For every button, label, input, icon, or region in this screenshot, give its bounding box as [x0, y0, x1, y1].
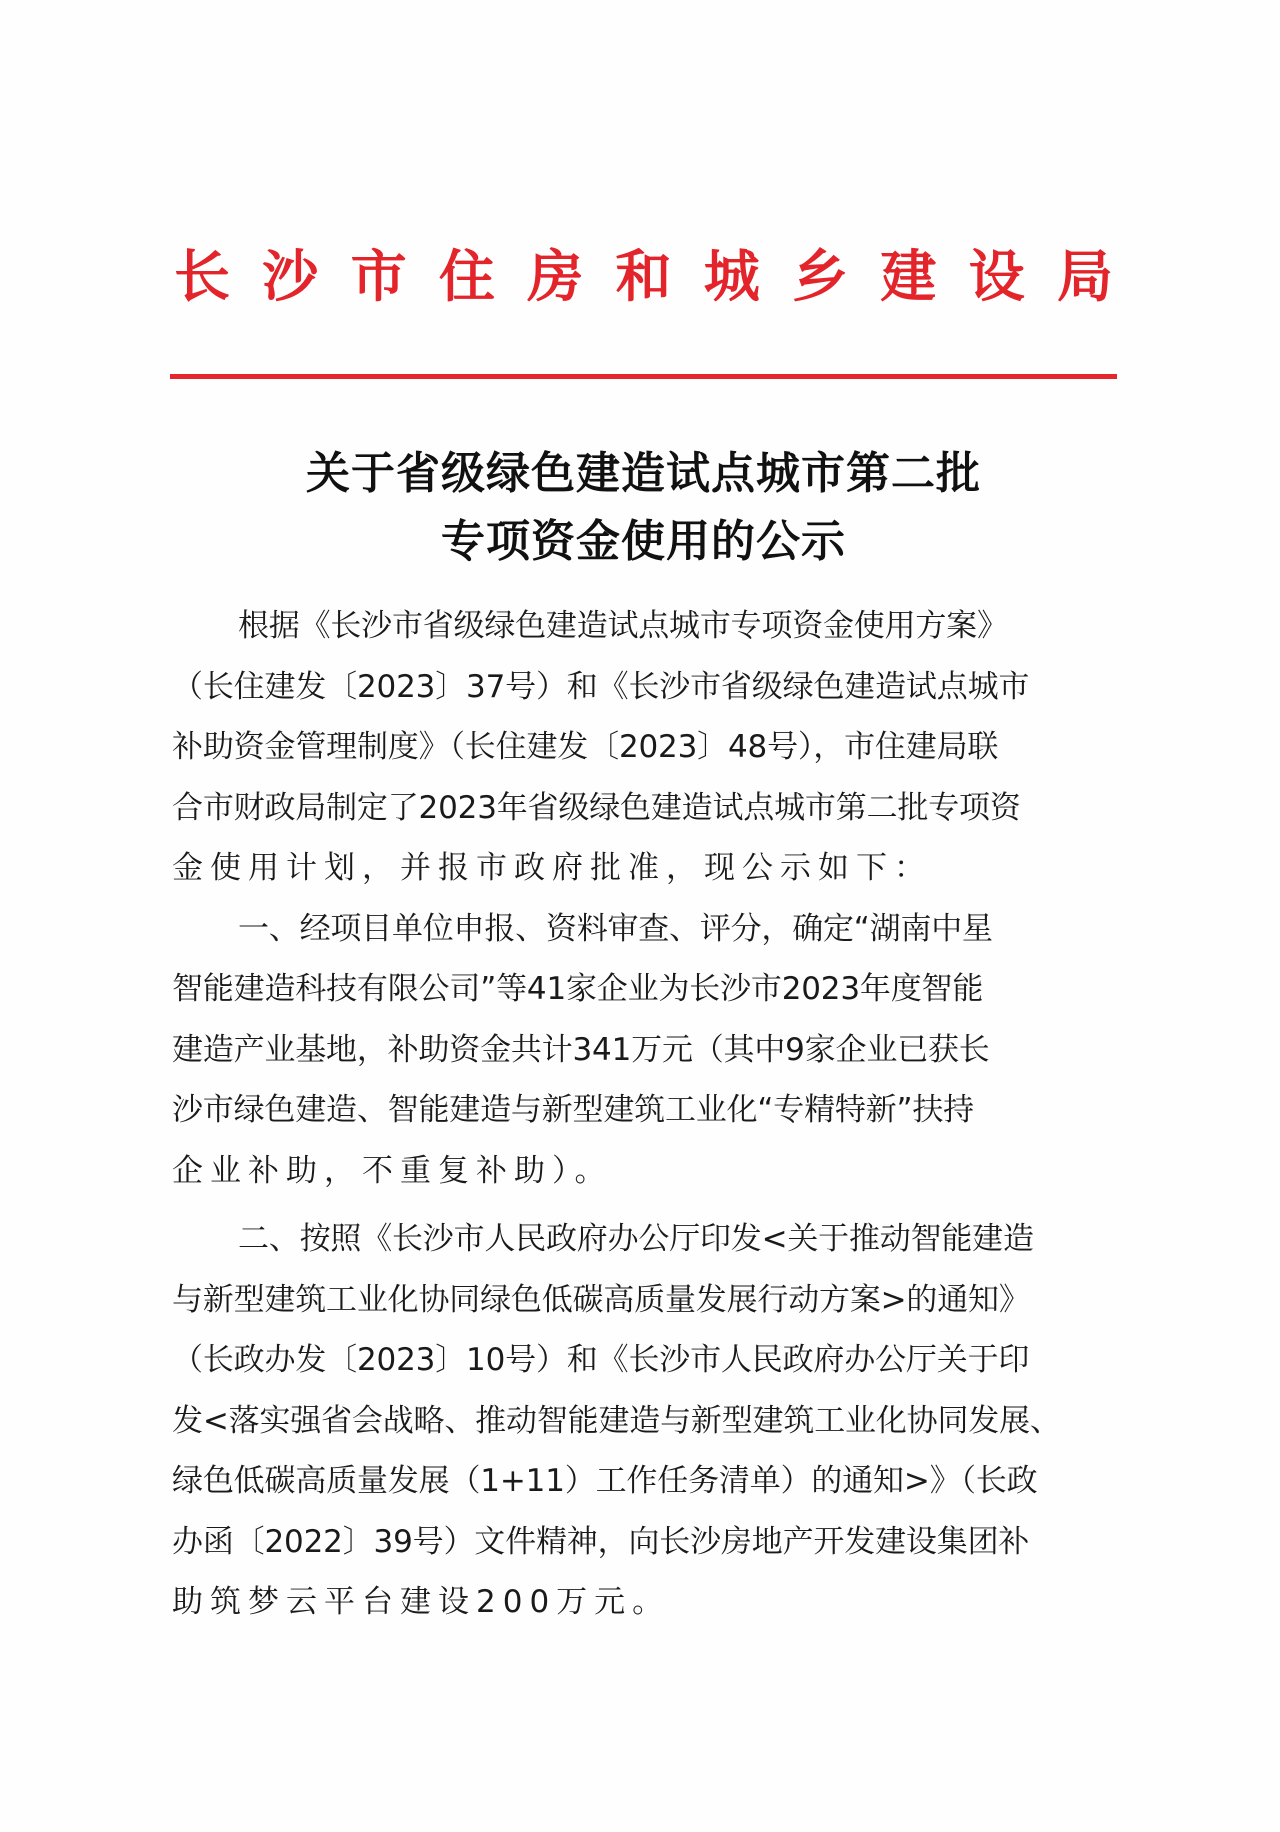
document-title-line-2: 专项资金使用的公示 [441, 516, 846, 567]
letterhead-char: 城 [703, 244, 760, 310]
letterhead-char: 市 [350, 244, 407, 310]
paragraph-item-1 [172, 899, 1122, 1202]
paragraph-spacer [172, 1201, 1122, 1209]
letterhead-char: 局 [1056, 244, 1113, 310]
body-line: 沙市绿色建造、智能建造与新型建筑工业化“专精特新”扶持 [172, 1092, 974, 1128]
body-line: 建造产业基地，补助资金共计341万元（其中9家企业已获长 [172, 1031, 990, 1068]
body-line: 绿色低碳高质量发展（1+11）工作任务清单）的通知>》（长政 [172, 1463, 1038, 1499]
letterhead-char: 乡 [792, 244, 849, 310]
paragraph-intro [172, 596, 1122, 899]
letterhead-char: 沙 [262, 244, 319, 310]
letterhead-red-rule [170, 374, 1117, 379]
body-line: 与新型建筑工业化协同绿色低碳高质量发展行动方案>的通知》 [172, 1281, 1030, 1318]
body-line: 金使用计划，并报市政府批准，现公示如下： [172, 850, 932, 886]
body-line: 企业补助，不重复补助）。 [172, 1152, 613, 1189]
body-line: 补助资金管理制度》（长住建发〔2023〕48号），市住建局联 [172, 729, 999, 765]
paragraph-item-2 [172, 1209, 1122, 1633]
body-line: 一、经项目单位申报、资料审查、评分，确定“湖南中星 [238, 910, 993, 947]
body-line: 办函〔2022〕39号）文件精神，向长沙房地产开发建设集团补 [172, 1523, 1030, 1560]
body-line: 智能建造科技有限公司”等41家企业为长沙市2023年度智能 [172, 971, 984, 1007]
body-line: （长政办发〔2023〕10号）和《长沙市人民政府办公厅关于印 [172, 1342, 1030, 1378]
letterhead-char: 长 [174, 244, 230, 310]
body-line: 发<落实强省会战略、推动智能建造与新型建筑工业化协同发展、 [172, 1402, 1061, 1439]
letterhead-char: 建 [880, 244, 937, 310]
letterhead-char: 房 [527, 244, 584, 310]
agency-letterhead [170, 242, 1117, 312]
document-body [172, 596, 1122, 1633]
letterhead-char: 和 [615, 244, 672, 310]
letterhead-char: 设 [968, 244, 1025, 310]
body-line: 合市财政局制定了2023年省级绿色建造试点城市第二批专项资 [172, 789, 1021, 826]
body-line: 根据《长沙市省级绿色建造试点城市专项资金使用方案》 [238, 608, 1008, 644]
document-title-line-1: 关于省级绿色建造试点城市第二批 [306, 448, 981, 499]
body-line: （长住建发〔2023〕37号）和《长沙市省级绿色建造试点城市 [172, 668, 1030, 705]
letterhead-char: 住 [438, 244, 495, 310]
body-line: 助筑梦云平台建设200万元。 [172, 1584, 671, 1620]
body-line: 二、按照《长沙市人民政府办公厅印发<关于推动智能建造 [238, 1221, 1034, 1257]
